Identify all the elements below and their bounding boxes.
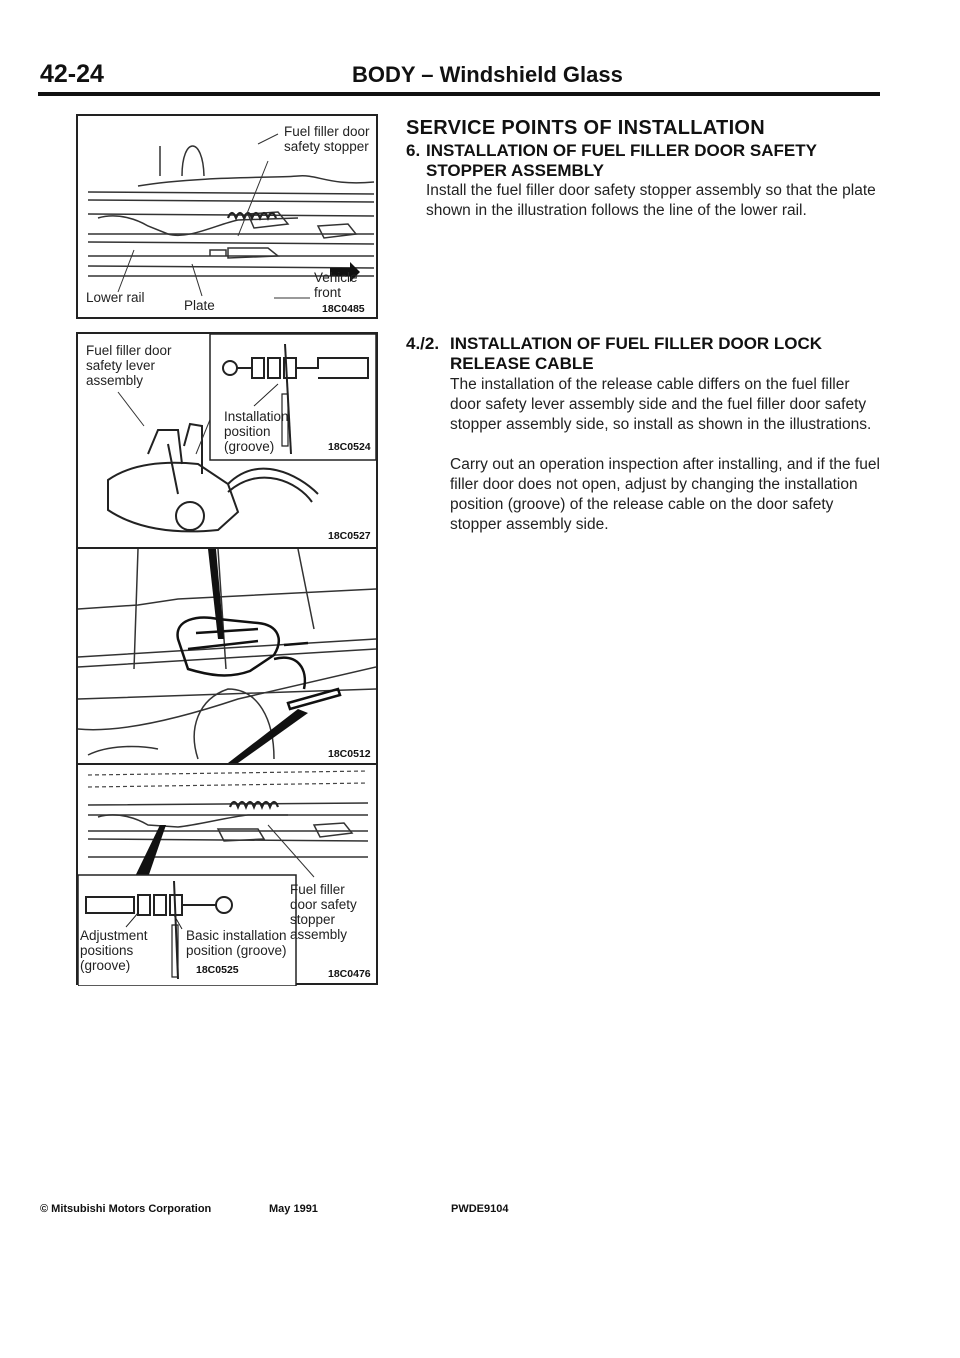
figure-code: 18C0476 <box>328 968 371 980</box>
header-rule <box>38 92 880 96</box>
footer-copyright: © Mitsubishi Motors Corporation <box>40 1203 212 1215</box>
figure-release-cable <box>76 332 378 985</box>
label-plate: Plate <box>184 298 215 313</box>
footer-doc-code: PWDE9104 <box>451 1203 509 1215</box>
label-lower-rail: Lower rail <box>86 290 145 305</box>
paragraph: Carry out an operation inspection after installing, and if the fuel filler door does not open, adjust by changing the installation position (groove) of the release cable on the door safety stopper assembly side. <box>450 456 880 533</box>
label-vehicle-front: Vehicle front <box>314 270 358 300</box>
page-title: BODY – Windshield Glass <box>352 62 623 87</box>
label-safety-lever: Fuel filler door safety lever assembly <box>86 343 172 388</box>
page-number: 42-24 <box>40 60 104 88</box>
label-installation-position: Installation position (groove) <box>224 409 289 454</box>
vehicle-rear-illustration <box>78 549 376 763</box>
subsection-heading: INSTALLATION OF FUEL FILLER DOOR SAFETY STOPPER ASSEMBLY <box>426 141 817 180</box>
figure-code: 18C0527 <box>328 530 371 542</box>
figure-code: 18C0512 <box>328 748 371 760</box>
inset-code: 18C0524 <box>328 441 371 453</box>
label-safety-stopper: Fuel filler door safety stopper <box>284 124 370 154</box>
label-stopper-assembly: Fuel filler door safety stopper assembly <box>290 882 357 942</box>
inset-code: 18C0525 <box>196 964 239 976</box>
paragraph: The installation of the release cable differs on the fuel filler door safety lever assembly side and the fuel filler door safety stopper assembly side, so install as shown in the illustrations. <box>450 376 872 433</box>
paragraph: Install the fuel filler door safety stopper assembly so that the plate shown in the illustration follows the line of the lower rail. <box>426 182 876 219</box>
footer-date: May 1991 <box>269 1203 318 1215</box>
figure-code: 18C0485 <box>322 303 365 315</box>
section-heading: SERVICE POINTS OF INSTALLATION <box>406 117 766 139</box>
subsection-number: 4./2. <box>406 334 440 353</box>
subsection-number: 6. <box>406 141 421 160</box>
label-adjustment-positions: Adjustment positions (groove) <box>80 928 148 973</box>
figure-stopper-plate <box>76 114 378 319</box>
label-basic-installation: Basic installation position (groove) <box>186 928 287 958</box>
subsection-heading: INSTALLATION OF FUEL FILLER DOOR LOCK RELEASE CABLE <box>450 334 823 373</box>
